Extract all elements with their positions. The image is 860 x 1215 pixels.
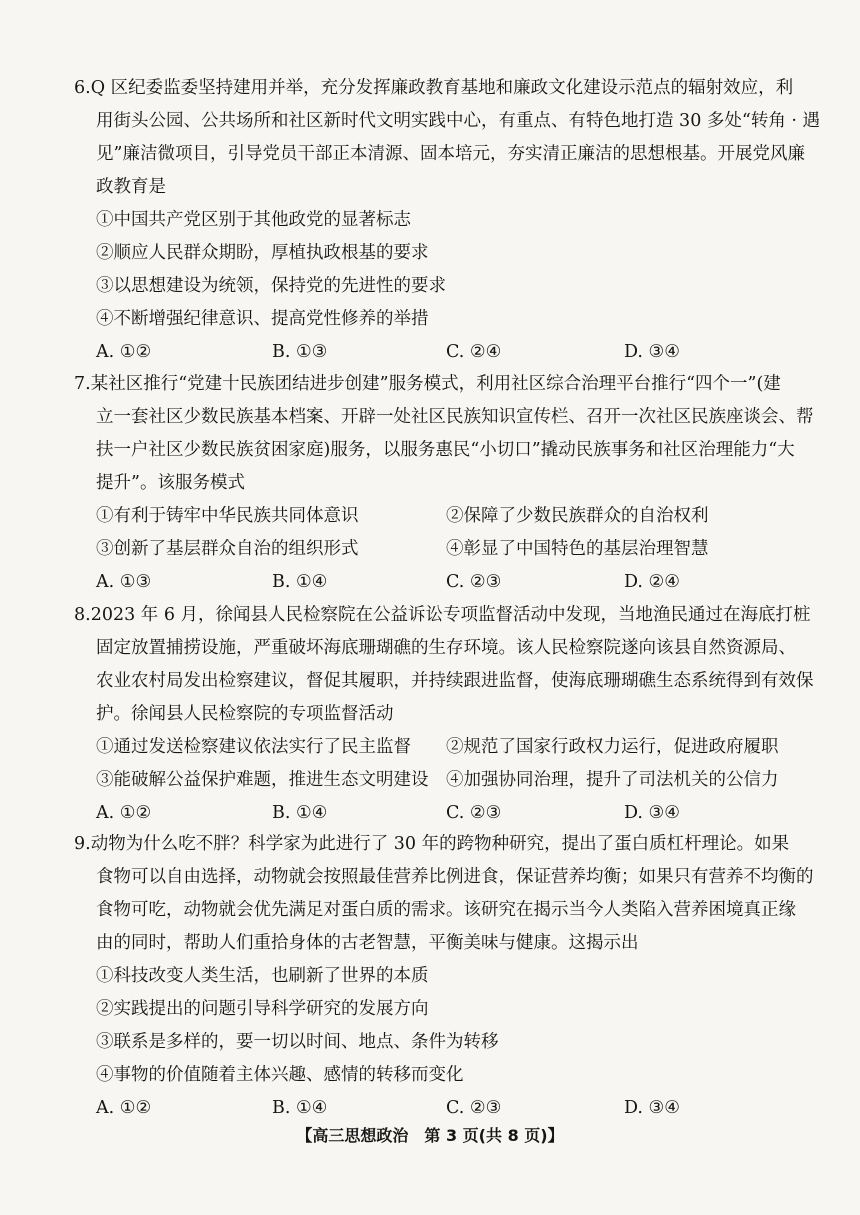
question-stem-line: 用街头公园、公共场所和社区新时代文明实践中心，有重点、有特色地打造 30 多处“转角 · 遇 <box>96 111 821 131</box>
question-stem-line: 护。徐闻县人民检察院的专项监督活动 <box>96 704 394 724</box>
option-line: ③以思想建设为统领，保持党的先进性的要求 <box>96 276 446 296</box>
answer-choices <box>94 336 814 369</box>
question-stem-line: 扶一户社区少数民族贫困家庭)服务，以服务惠民“小切口”撬动民族事务和社区治理能力“大 <box>96 440 795 460</box>
option-line: ①中国共产党区别于其他政党的显著标志 <box>96 210 411 230</box>
choice-c: C. ②③ <box>446 1098 502 1118</box>
question-stem-line: 政教育是 <box>96 177 166 197</box>
choice-a: A. ①② <box>96 1098 152 1118</box>
question-stem-line: 提升”。该服务模式 <box>96 473 245 493</box>
choice-b: B. ①④ <box>272 1098 328 1118</box>
answer-choices <box>94 1092 814 1125</box>
choice-b: B. ①③ <box>272 342 328 362</box>
option-row <box>94 731 814 764</box>
question-stem-line: 立一套社区少数民族基本档案、开辟一处社区民族知识宣传栏、召开一次社区民族座谈会、帮 <box>96 407 814 427</box>
question-stem-line: 农业农村局发出检察建议，督促其履职，并持续跟进监督，使海底珊瑚礁生态系统得到有效保 <box>96 671 814 691</box>
question-stem-line: 固定放置捕捞设施，严重破坏海底珊瑚礁的生存环境。该人民检察院遂向该县自然资源局、 <box>96 638 796 658</box>
option-3: ③创新了基层群众自治的组织形式 <box>96 539 359 559</box>
choice-a: A. ①② <box>96 342 152 362</box>
page-footer: 【高三思想政治 第 3 页(共 8 页)】 <box>296 1126 564 1145</box>
answer-choices <box>94 566 814 599</box>
option-row <box>94 764 814 797</box>
choice-c: C. ②④ <box>446 342 502 362</box>
option-3: ③能破解公益保护难题，推进生态文明建设 <box>96 770 429 790</box>
option-line: ④不断增强纪律意识、提高党性修养的举措 <box>96 309 429 329</box>
option-4: ④彰显了中国特色的基层治理智慧 <box>446 539 709 559</box>
question-stem-line: 食物可以自由选择，动物就会按照最佳营养比例进食，保证营养均衡；如果只有营养不均衡的 <box>96 867 814 887</box>
question-stem-line: 由的同时，帮助人们重拾身体的古老智慧，平衡美味与健康。这揭示出 <box>96 933 639 953</box>
choice-a: A. ①③ <box>96 572 152 592</box>
choice-a: A. ①② <box>96 803 152 823</box>
question-stem-line: 9.动物为什么吃不胖？科学家为此进行了 30 年的跨物种研究，提出了蛋白质杠杆理论。如果 <box>74 834 790 854</box>
choice-d: D. ③④ <box>624 1098 680 1118</box>
choice-d: D. ②④ <box>624 572 680 592</box>
option-row <box>94 533 814 566</box>
choice-b: B. ①④ <box>272 803 328 823</box>
choice-d: D. ③④ <box>624 803 680 823</box>
choice-d: D. ③④ <box>624 342 680 362</box>
question-stem-line: 6.Q 区纪委监委坚持建用并举，充分发挥廉政教育基地和廉政文化建设示范点的辐射效应，利 <box>74 78 794 98</box>
question-7 <box>74 368 814 599</box>
answer-choices <box>94 797 814 830</box>
option-line: ①科技改变人类生活，也刷新了世界的本质 <box>96 966 429 986</box>
option-line: ②顺应人民群众期盼，厚植执政根基的要求 <box>96 243 429 263</box>
question-stem-line: 见”廉洁微项目，引导党员干部正本清源、固本培元，夯实清正廉洁的思想根基。开展党风廉 <box>96 144 805 164</box>
choice-c: C. ②③ <box>446 572 502 592</box>
option-4: ④加强协同治理，提升了司法机关的公信力 <box>446 770 779 790</box>
question-stem-line: 食物可吃，动物就会优先满足对蛋白质的需求。该研究在揭示当今人类陷入营养困境真正缘 <box>96 900 796 920</box>
choice-b: B. ①④ <box>272 572 328 592</box>
question-stem-line: 7.某社区推行“党建十民族团结进步创建”服务模式，利用社区综合治理平台推行“四个一”(建 <box>74 374 781 394</box>
option-line: ③联系是多样的，要一切以时间、地点、条件为转移 <box>96 1032 499 1052</box>
option-line: ④事物的价值随着主体兴趣、感情的转移而变化 <box>96 1065 464 1085</box>
question-8 <box>74 599 814 830</box>
question-stem-line: 8.2023 年 6 月，徐闻县人民检察院在公益诉讼专项监督活动中发现，当地渔民通过在海底打桩 <box>74 605 811 625</box>
option-1: ①通过发送检察建议依法实行了民主监督 <box>96 737 411 757</box>
question-6 <box>74 72 821 369</box>
option-line: ②实践提出的问题引导科学研究的发展方向 <box>96 999 429 1019</box>
question-9 <box>74 828 814 1125</box>
option-1: ①有利于铸牢中华民族共同体意识 <box>96 506 359 526</box>
option-2: ②规范了国家行政权力运行，促进政府履职 <box>446 737 779 757</box>
option-2: ②保障了少数民族群众的自治权利 <box>446 506 709 526</box>
option-row <box>94 500 814 533</box>
choice-c: C. ②③ <box>446 803 502 823</box>
